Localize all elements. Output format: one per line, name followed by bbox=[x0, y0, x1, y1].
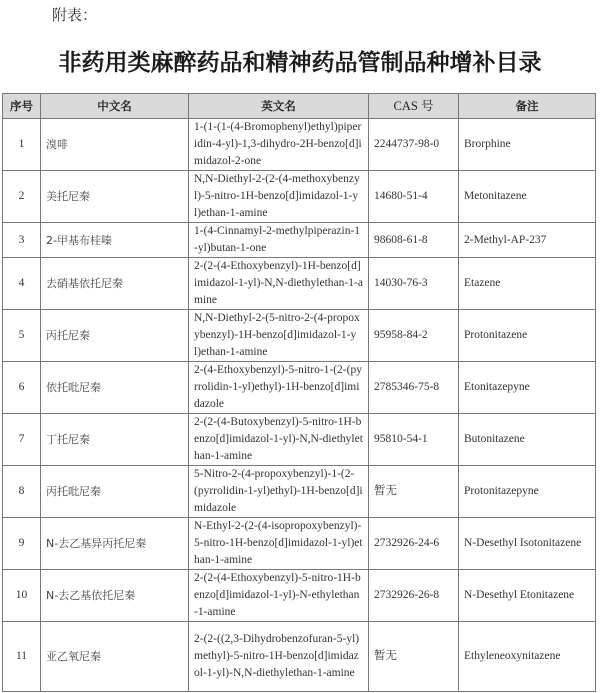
row-index: 2 bbox=[3, 171, 41, 223]
row-chinese-name: 美托尼秦 bbox=[41, 171, 189, 223]
table-header-row bbox=[3, 94, 596, 119]
header-cas: CAS 号 bbox=[369, 94, 459, 119]
row-cas: 95958-84-2 bbox=[369, 310, 459, 362]
row-index: 7 bbox=[3, 414, 41, 466]
row-note: 2-Methyl-AP-237 bbox=[459, 223, 596, 258]
row-english-name: N-Ethyl-2-(2-(4-isopropoxybenzyl)-5-nitro-1H-benzo[d]imidazol-1-yl)ethan-1-amine bbox=[189, 518, 369, 570]
document-title: 非药用类麻醉药品和精神药品管制品种增补目录 bbox=[58, 49, 542, 76]
header-english-name: 英文名 bbox=[189, 94, 369, 119]
row-note: Etazene bbox=[459, 258, 596, 310]
row-cas: 98608-61-8 bbox=[369, 223, 459, 258]
table-row bbox=[3, 362, 596, 414]
header-note: 备注 bbox=[459, 94, 596, 119]
row-english-name: 1-(1-(1-(4-Bromophenyl)ethyl)piperidin-4-yl)-1,3-dihydro-2H-benzo[d]imidazol-2-one bbox=[189, 119, 369, 171]
row-cas: 14680-51-4 bbox=[369, 171, 459, 223]
row-index: 6 bbox=[3, 362, 41, 414]
row-note: Protonitazepyne bbox=[459, 466, 596, 518]
row-chinese-name: 2-甲基布桂嗪 bbox=[41, 223, 189, 258]
table-row bbox=[3, 310, 596, 362]
table-row bbox=[3, 119, 596, 171]
annex-label: 附表： bbox=[52, 6, 98, 24]
row-note: N-Desethyl Etonitazene bbox=[459, 570, 596, 622]
row-note: Etonitazepyne bbox=[459, 362, 596, 414]
row-index: 3 bbox=[3, 223, 41, 258]
row-chinese-name: 丙托尼秦 bbox=[41, 310, 189, 362]
row-cas: 2732926-24-6 bbox=[369, 518, 459, 570]
table-row bbox=[3, 622, 596, 692]
row-english-name: 2-(4-Ethoxybenzyl)-5-nitro-1-(2-(pyrrolidin-1-yl)ethyl)-1H-benzo[d]imidazole bbox=[189, 362, 369, 414]
row-english-name: 2-(2-((2,3-Dihydrobenzofuran-5-yl)methyl)-5-nitro-1H-benzo[d]imidazol-1-yl)-N,N-diethylethan-1-amine bbox=[189, 622, 369, 692]
row-index: 4 bbox=[3, 258, 41, 310]
row-index: 5 bbox=[3, 310, 41, 362]
row-note: Butonitazene bbox=[459, 414, 596, 466]
header-index: 序号 bbox=[3, 94, 41, 119]
row-english-name: 2-(2-(4-Butoxybenzyl)-5-nitro-1H-benzo[d]imidazol-1-yl)-N,N-diethylethan-1-amine bbox=[189, 414, 369, 466]
table-row bbox=[3, 518, 596, 570]
row-english-name: 2-(2-(4-Ethoxybenzyl)-1H-benzo[d]imidazol-1-yl)-N,N-diethylethan-1-amine bbox=[189, 258, 369, 310]
header-chinese-name: 中文名 bbox=[41, 94, 189, 119]
row-chinese-name: 丙托吡尼秦 bbox=[41, 466, 189, 518]
row-chinese-name: N-去乙基异丙托尼秦 bbox=[41, 518, 189, 570]
table-row bbox=[3, 223, 596, 258]
row-index: 1 bbox=[3, 119, 41, 171]
row-cas: 暂无 bbox=[369, 466, 459, 518]
row-chinese-name: 丁托尼秦 bbox=[41, 414, 189, 466]
row-cas: 95810-54-1 bbox=[369, 414, 459, 466]
row-note: Brorphine bbox=[459, 119, 596, 171]
row-cas: 14030-76-3 bbox=[369, 258, 459, 310]
row-chinese-name: 溴啡 bbox=[41, 119, 189, 171]
row-index: 9 bbox=[3, 518, 41, 570]
controlled-substances-table bbox=[2, 93, 596, 692]
row-chinese-name: 依托吡尼秦 bbox=[41, 362, 189, 414]
row-index: 8 bbox=[3, 466, 41, 518]
row-cas: 暂无 bbox=[369, 622, 459, 692]
row-english-name: N,N-Diethyl-2-(2-(4-methoxybenzyl)-5-nitro-1H-benzo[d]imidazol-1-yl)ethan-1-amine bbox=[189, 171, 369, 223]
row-note: Protonitazene bbox=[459, 310, 596, 362]
row-english-name: 1-(4-Cinnamyl-2-methylpiperazin-1-yl)butan-1-one bbox=[189, 223, 369, 258]
table-row bbox=[3, 258, 596, 310]
row-cas: 2732926-26-8 bbox=[369, 570, 459, 622]
row-english-name: 2-(2-(4-Ethoxybenzyl)-5-nitro-1H-benzo[d]imidazol-1-yl)-N-ethylethan-1-amine bbox=[189, 570, 369, 622]
row-chinese-name: 去硝基依托尼秦 bbox=[41, 258, 189, 310]
row-index: 11 bbox=[3, 622, 41, 692]
row-chinese-name: N-去乙基依托尼秦 bbox=[41, 570, 189, 622]
table-row bbox=[3, 570, 596, 622]
table-row bbox=[3, 466, 596, 518]
row-note: Ethyleneoxynitazene bbox=[459, 622, 596, 692]
row-note: N-Desethyl Isotonitazene bbox=[459, 518, 596, 570]
row-english-name: 5-Nitro-2-(4-propoxybenzyl)-1-(2-(pyrrolidin-1-yl)ethyl)-1H-benzo[d]imidazole bbox=[189, 466, 369, 518]
row-index: 10 bbox=[3, 570, 41, 622]
row-english-name: N,N-Diethyl-2-(5-nitro-2-(4-propoxybenzyl)-1H-benzo[d]imidazol-1-yl)ethan-1-amine bbox=[189, 310, 369, 362]
table-row bbox=[3, 414, 596, 466]
row-cas: 2244737-98-0 bbox=[369, 119, 459, 171]
row-chinese-name: 亚乙氧尼秦 bbox=[41, 622, 189, 692]
table-row bbox=[3, 171, 596, 223]
row-note: Metonitazene bbox=[459, 171, 596, 223]
row-cas: 2785346-75-8 bbox=[369, 362, 459, 414]
